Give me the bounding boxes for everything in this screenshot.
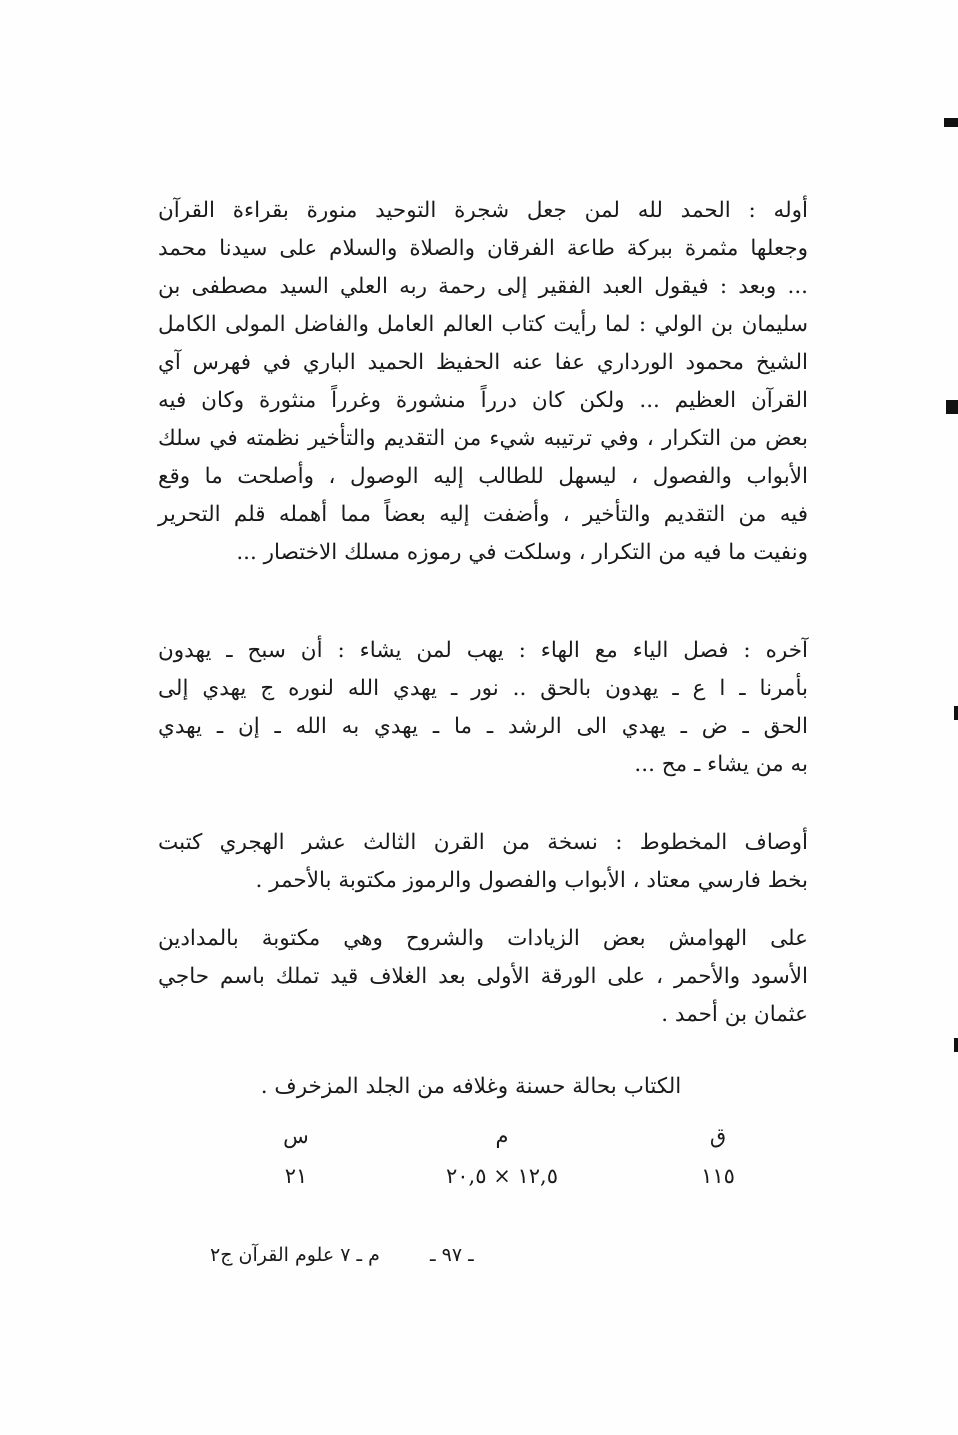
header-m: م: [495, 1124, 509, 1148]
edge-mark: [954, 1038, 958, 1052]
text-line: فيه من التقديم والتأخير ، وأضفت إليه بعضاً مما أهمله قلم التحرير: [158, 502, 808, 527]
text-line: ... وبعد : فيقول العبد الفقير إلى رحمة ربه العلي السيد مصطفى بن: [158, 274, 808, 299]
text-line: آخره : فصل الياء مع الهاء : يهب لمن يشاء : أن سبح ـ يهدون: [158, 638, 808, 663]
edge-mark: [946, 400, 958, 414]
text-line: الحق ـ ض ـ يهدي الى الرشد ـ ما ـ يهدي به الله ـ إن ـ يهدي: [158, 714, 808, 739]
text-line: الأسود والأحمر ، على الورقة الأولى بعد الغلاف قيد تملك باسم حاجي: [158, 964, 808, 989]
footer-signature: م ـ ٧ علوم القرآن ج٢: [210, 1244, 380, 1266]
text-line: أوله : الحمد لله لمن جعل شجرة التوحيد منورة بقراءة القرآن: [158, 198, 808, 223]
header-q: ق: [709, 1124, 727, 1148]
text-line: ونفيت ما فيه من التكرار ، وسلكت في رموزه مسلك الاختصار ...: [236, 540, 808, 565]
text-line: الأبواب والفصول ، ليسهل للطالب إليه الوصول ، وأصلحت ما وقع: [158, 464, 808, 489]
text-line: وجعلها مثمرة ببركة طاعة الفرقان والصلاة والسلام على سيدنا محمد: [158, 236, 808, 261]
value-s: ٢١: [284, 1164, 308, 1188]
header-s: س: [283, 1124, 309, 1148]
text-line: أوصاف المخطوط : نسخة من القرن الثالث عشر الهجري كتبت: [158, 830, 808, 855]
text-line: بعض من التكرار ، وفي ترتيبه شيء من التقديم والتأخير نظمته في سلك: [158, 426, 808, 451]
text-line: بأمرنا ـ ا ع ـ يهدون بالحق .. نور ـ يهدي الله لنوره ج يهدي إلى: [158, 676, 808, 701]
text-line: على الهوامش بعض الزيادات والشروح وهي مكتوبة بالمدادين: [158, 926, 808, 951]
text-line: القرآن العظيم ... ولكن كان درراً منشورة وغرراً منثورة وكان فيه: [158, 388, 808, 413]
text-line: بخط فارسي معتاد ، الأبواب والفصول والرموز مكتوبة بالأحمر .: [255, 868, 808, 893]
value-m: ١٢,٥ × ٢٠,٥: [446, 1164, 558, 1188]
text-line: به من يشاء ـ مح ...: [634, 752, 808, 777]
value-q: ١١٥: [701, 1164, 735, 1188]
edge-mark: [944, 118, 958, 127]
footer-page-number: ـ ٩٧ ـ: [430, 1244, 474, 1266]
text-line: الشيخ محمود الورداري عفا عنه الحفيظ الحميد الباري في فهرس آي: [158, 350, 808, 375]
edge-mark: [954, 706, 958, 720]
text-line: سليمان بن الولي : لما رأيت كتاب العالم العامل والفاضل المولى الكامل: [158, 312, 808, 337]
text-line: عثمان بن أحمد .: [661, 1002, 808, 1027]
condition-line: الكتاب بحالة حسنة وغلافه من الجلد المزخرف .: [260, 1074, 682, 1099]
